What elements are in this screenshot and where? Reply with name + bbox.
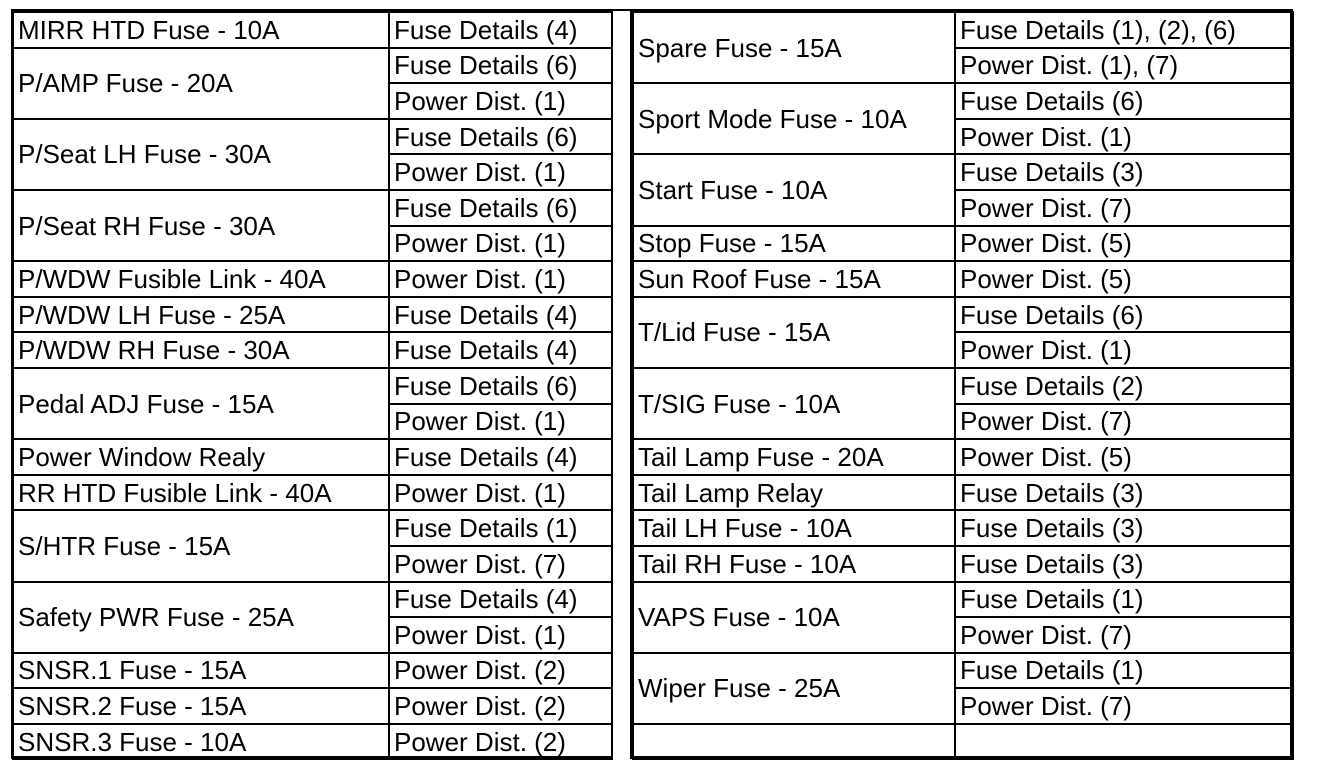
component-name-cell: Pedal ADJ Fuse - 15A — [13, 368, 389, 439]
table-row — [633, 653, 1293, 689]
table-row — [13, 510, 612, 546]
reference-cell: Fuse Details (1) — [955, 653, 1293, 689]
table-row — [633, 297, 1293, 333]
component-name-cell: Tail RH Fuse - 10A — [633, 546, 955, 582]
reference-cell: Fuse Details (6) — [389, 48, 612, 84]
table-row — [633, 83, 1293, 119]
component-name-cell: SNSR.3 Fuse - 10A — [13, 724, 389, 760]
component-name-cell: Power Window Realy — [13, 439, 389, 475]
component-name-cell: Safety PWR Fuse - 25A — [13, 582, 389, 653]
reference-cell: Fuse Details (3) — [955, 546, 1293, 582]
component-name-cell: Wiper Fuse - 25A — [633, 653, 955, 724]
reference-cell: Power Dist. (1) — [389, 83, 612, 119]
table-row — [633, 475, 1293, 511]
reference-cell: Power Dist. (7) — [955, 617, 1293, 653]
reference-cell: Fuse Details (4) — [389, 12, 612, 48]
reference-cell: Fuse Details (6) — [389, 190, 612, 226]
component-name-cell: SNSR.1 Fuse - 15A — [13, 653, 389, 689]
reference-cell: Power Dist. (7) — [389, 546, 612, 582]
reference-cell: Fuse Details (4) — [389, 297, 612, 333]
reference-cell: Power Dist. (2) — [389, 724, 612, 760]
reference-cell: Fuse Details (2) — [955, 368, 1293, 404]
reference-cell: Power Dist. (5) — [955, 439, 1293, 475]
reference-cell: Fuse Details (6) — [955, 83, 1293, 119]
component-name-cell: P/WDW LH Fuse - 25A — [13, 297, 389, 333]
table-row — [13, 653, 612, 689]
reference-cell: Fuse Details (3) — [955, 154, 1293, 190]
component-name-cell: T/Lid Fuse - 15A — [633, 297, 955, 368]
reference-cell: Fuse Details (6) — [389, 119, 612, 155]
reference-cell: Power Dist. (1), (7) — [955, 48, 1293, 84]
reference-cell: Power Dist. (7) — [955, 404, 1293, 440]
reference-cell: Power Dist. (1) — [389, 404, 612, 440]
reference-cell: Power Dist. (5) — [955, 226, 1293, 262]
table-row — [633, 439, 1293, 475]
component-name-cell: Tail LH Fuse - 10A — [633, 510, 955, 546]
reference-cell: Power Dist. (1) — [389, 154, 612, 190]
table-row — [13, 688, 612, 724]
component-name-cell: Spare Fuse - 15A — [633, 12, 955, 83]
left-fuse-table — [12, 11, 613, 760]
reference-cell: Power Dist. (5) — [955, 261, 1293, 297]
reference-cell: Power Dist. (7) — [955, 688, 1293, 724]
component-name-cell: S/HTR Fuse - 15A — [13, 510, 389, 581]
reference-cell: Power Dist. (1) — [389, 617, 612, 653]
component-name-cell: P/AMP Fuse - 20A — [13, 48, 389, 119]
reference-cell: Fuse Details (1), (2), (6) — [955, 12, 1293, 48]
reference-cell: Fuse Details (6) — [955, 297, 1293, 333]
column-divider — [611, 11, 632, 759]
table-row — [633, 368, 1293, 404]
reference-cell: Fuse Details (1) — [389, 510, 612, 546]
table-row — [13, 582, 612, 618]
component-name-cell: Start Fuse - 10A — [633, 154, 955, 225]
component-name-cell: T/SIG Fuse - 10A — [633, 368, 955, 439]
component-name-cell: Sport Mode Fuse - 10A — [633, 83, 955, 154]
component-name-cell: RR HTD Fusible Link - 40A — [13, 475, 389, 511]
component-name-cell: VAPS Fuse - 10A — [633, 582, 955, 653]
reference-cell: Fuse Details (4) — [389, 332, 612, 368]
reference-cell: Fuse Details (6) — [389, 368, 612, 404]
table-row — [633, 261, 1293, 297]
table-row — [13, 724, 612, 760]
component-name-cell: P/WDW Fusible Link - 40A — [13, 261, 389, 297]
component-name-cell: MIRR HTD Fuse - 10A — [13, 12, 389, 48]
reference-cell: Power Dist. (1) — [389, 475, 612, 511]
component-name-cell: SNSR.2 Fuse - 15A — [13, 688, 389, 724]
component-name-cell: Tail Lamp Fuse - 20A — [633, 439, 955, 475]
table-row — [13, 332, 612, 368]
right-fuse-table — [632, 11, 1294, 760]
table-row — [13, 297, 612, 333]
table-row — [13, 439, 612, 475]
reference-cell: Power Dist. (1) — [389, 226, 612, 262]
table-row — [13, 48, 612, 84]
component-name-cell: Tail Lamp Relay — [633, 475, 955, 511]
reference-cell: Fuse Details (1) — [955, 582, 1293, 618]
reference-cell: Fuse Details (4) — [389, 582, 612, 618]
table-row — [13, 368, 612, 404]
reference-cell: Fuse Details (3) — [955, 475, 1293, 511]
table-row — [633, 582, 1293, 618]
reference-cell: Power Dist. (1) — [955, 119, 1293, 155]
table-row — [633, 154, 1293, 190]
reference-cell: Fuse Details (4) — [389, 439, 612, 475]
table-row — [13, 261, 612, 297]
component-name-cell: Sun Roof Fuse - 15A — [633, 261, 955, 297]
reference-cell: Power Dist. (1) — [389, 261, 612, 297]
table-row — [633, 12, 1293, 48]
component-name-cell: P/Seat LH Fuse - 30A — [13, 119, 389, 190]
table-row — [13, 475, 612, 511]
reference-cell: Power Dist. (7) — [955, 190, 1293, 226]
component-name-cell: Stop Fuse - 15A — [633, 226, 955, 262]
reference-cell: Power Dist. (2) — [389, 653, 612, 689]
table-row — [633, 510, 1293, 546]
component-name-cell: P/WDW RH Fuse - 30A — [13, 332, 389, 368]
table-row — [13, 119, 612, 155]
table-row — [633, 226, 1293, 262]
component-name-cell: P/Seat RH Fuse - 30A — [13, 190, 389, 261]
reference-cell — [955, 724, 1293, 760]
table-row — [633, 724, 1293, 760]
component-name-cell — [633, 724, 955, 760]
table-row — [13, 190, 612, 226]
reference-cell: Power Dist. (2) — [389, 688, 612, 724]
table-row — [633, 546, 1293, 582]
reference-cell: Fuse Details (3) — [955, 510, 1293, 546]
table-row — [13, 12, 612, 48]
reference-cell: Power Dist. (1) — [955, 332, 1293, 368]
